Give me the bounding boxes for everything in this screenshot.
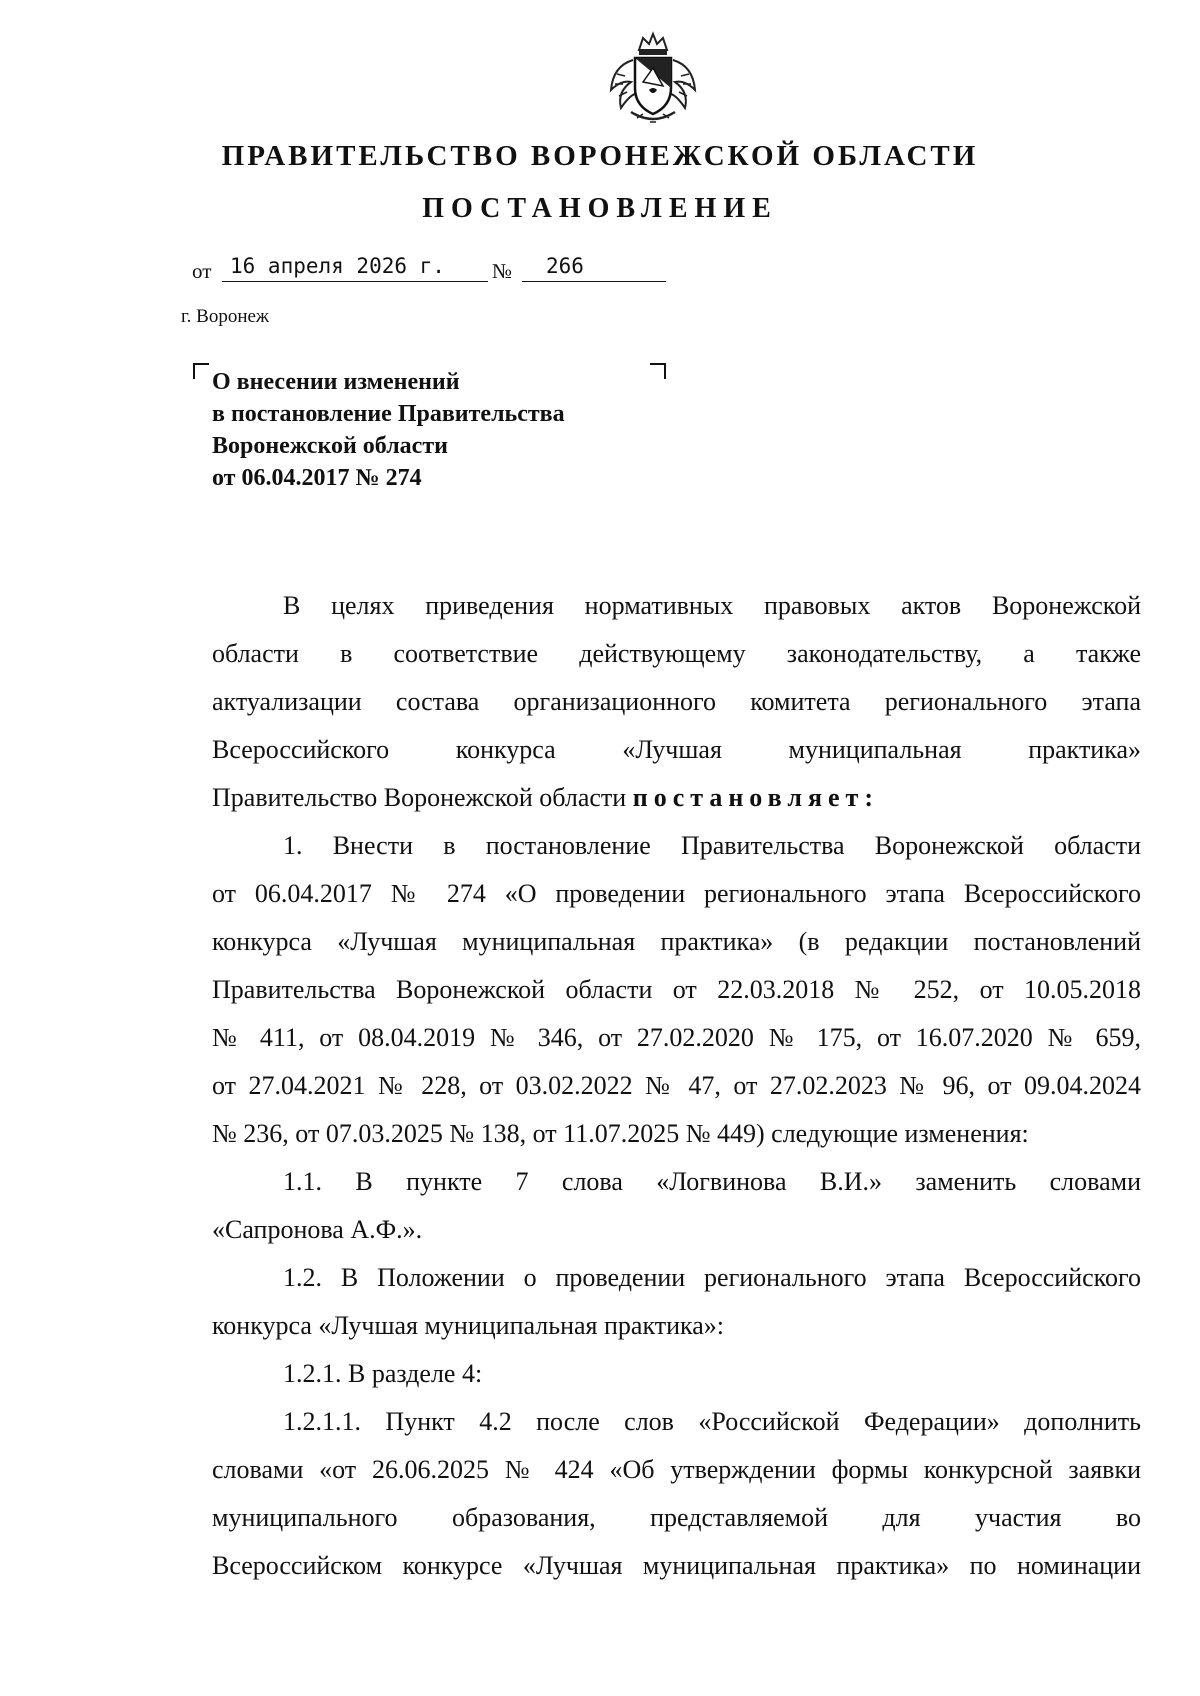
date-prefix: от — [192, 259, 212, 283]
body-line: В целях приведения нормативных правовых актов Воронежской — [283, 591, 1141, 620]
decree-word: постановляет: — [632, 783, 879, 812]
subject-line: в постановление Правительства — [212, 401, 565, 427]
date-number-line — [192, 252, 672, 292]
body-line: конкурса «Лучшая муниципальная практика» (в редакции постановлений — [212, 927, 1141, 956]
subject-line: О внесении изменений — [212, 369, 460, 395]
body-line: муниципального образования, представляемой для участия во — [212, 1503, 1141, 1532]
body-line: 1. Внести в постановление Правительства Воронежской области — [283, 831, 1141, 860]
body-line: 1.2.1. В разделе 4: — [283, 1359, 483, 1388]
body-line: Всероссийском конкурсе «Лучшая муниципальная практика» по номинации — [212, 1551, 1141, 1580]
document-number: 266 — [546, 254, 584, 278]
number-underline — [522, 281, 666, 282]
subject-line: от 06.04.2017 № 274 — [212, 465, 422, 491]
document-kind-title: ПОСТАНОВЛЕНИЕ — [422, 193, 778, 224]
subject-corner-left — [193, 363, 209, 379]
subject-line: Воронежской области — [212, 433, 448, 459]
body-line: 1.2.1.1. Пункт 4.2 после слов «Российской Федерации» дополнить — [283, 1407, 1141, 1436]
body-line: № 411, от 08.04.2019 № 346, от 27.02.2020 № 175, от 16.07.2020 № 659, — [212, 1023, 1141, 1052]
body-line: 1.1. В пункте 7 слова «Логвинова В.И.» заменить словами — [283, 1167, 1141, 1196]
body-line — [212, 774, 1141, 822]
body-line: области в соответствие действующему законодательству, а также — [212, 639, 1141, 668]
date-underline — [222, 281, 488, 282]
organization-title: ПРАВИТЕЛЬСТВО ВОРОНЕЖСКОЙ ОБЛАСТИ — [221, 140, 979, 172]
document-date: 16 апреля 2026 г. — [230, 254, 445, 278]
body-line: от 06.04.2017 № 274 «О проведении регионального этапа Всероссийского — [212, 879, 1141, 908]
body-line: актуализации состава организационного комитета регионального этапа — [212, 687, 1141, 716]
body-line: конкурса «Лучшая муниципальная практика»: — [212, 1311, 725, 1340]
preamble-end: Правительство Воронежской области — [212, 783, 633, 812]
body-line: 1.2. В Положении о проведении регионального этапа Всероссийского — [283, 1263, 1141, 1292]
city-label: г. Воронеж — [181, 306, 270, 327]
body-line: Правительства Воронежской области от 22.03.2018 № 252, от 10.05.2018 — [212, 975, 1141, 1004]
body-line: № 236, от 07.03.2025 № 138, от 11.07.2025 № 449) следующие изменения: — [212, 1119, 1029, 1148]
body-line: Всероссийского конкурса «Лучшая муниципальная практика» — [212, 735, 1141, 764]
body-line: от 27.04.2021 № 228, от 03.02.2022 № 47, от 27.02.2023 № 96, от 09.04.2024 — [212, 1071, 1141, 1100]
coat-of-arms-emblem — [603, 30, 703, 130]
number-sign: № — [492, 259, 513, 283]
body-line: «Сапронова А.Ф.». — [212, 1215, 423, 1244]
body-line: словами «от 26.06.2025 № 424 «Об утверждении формы конкурсной заявки — [212, 1455, 1141, 1484]
document-subject — [212, 366, 672, 494]
document-body — [212, 582, 1141, 1590]
